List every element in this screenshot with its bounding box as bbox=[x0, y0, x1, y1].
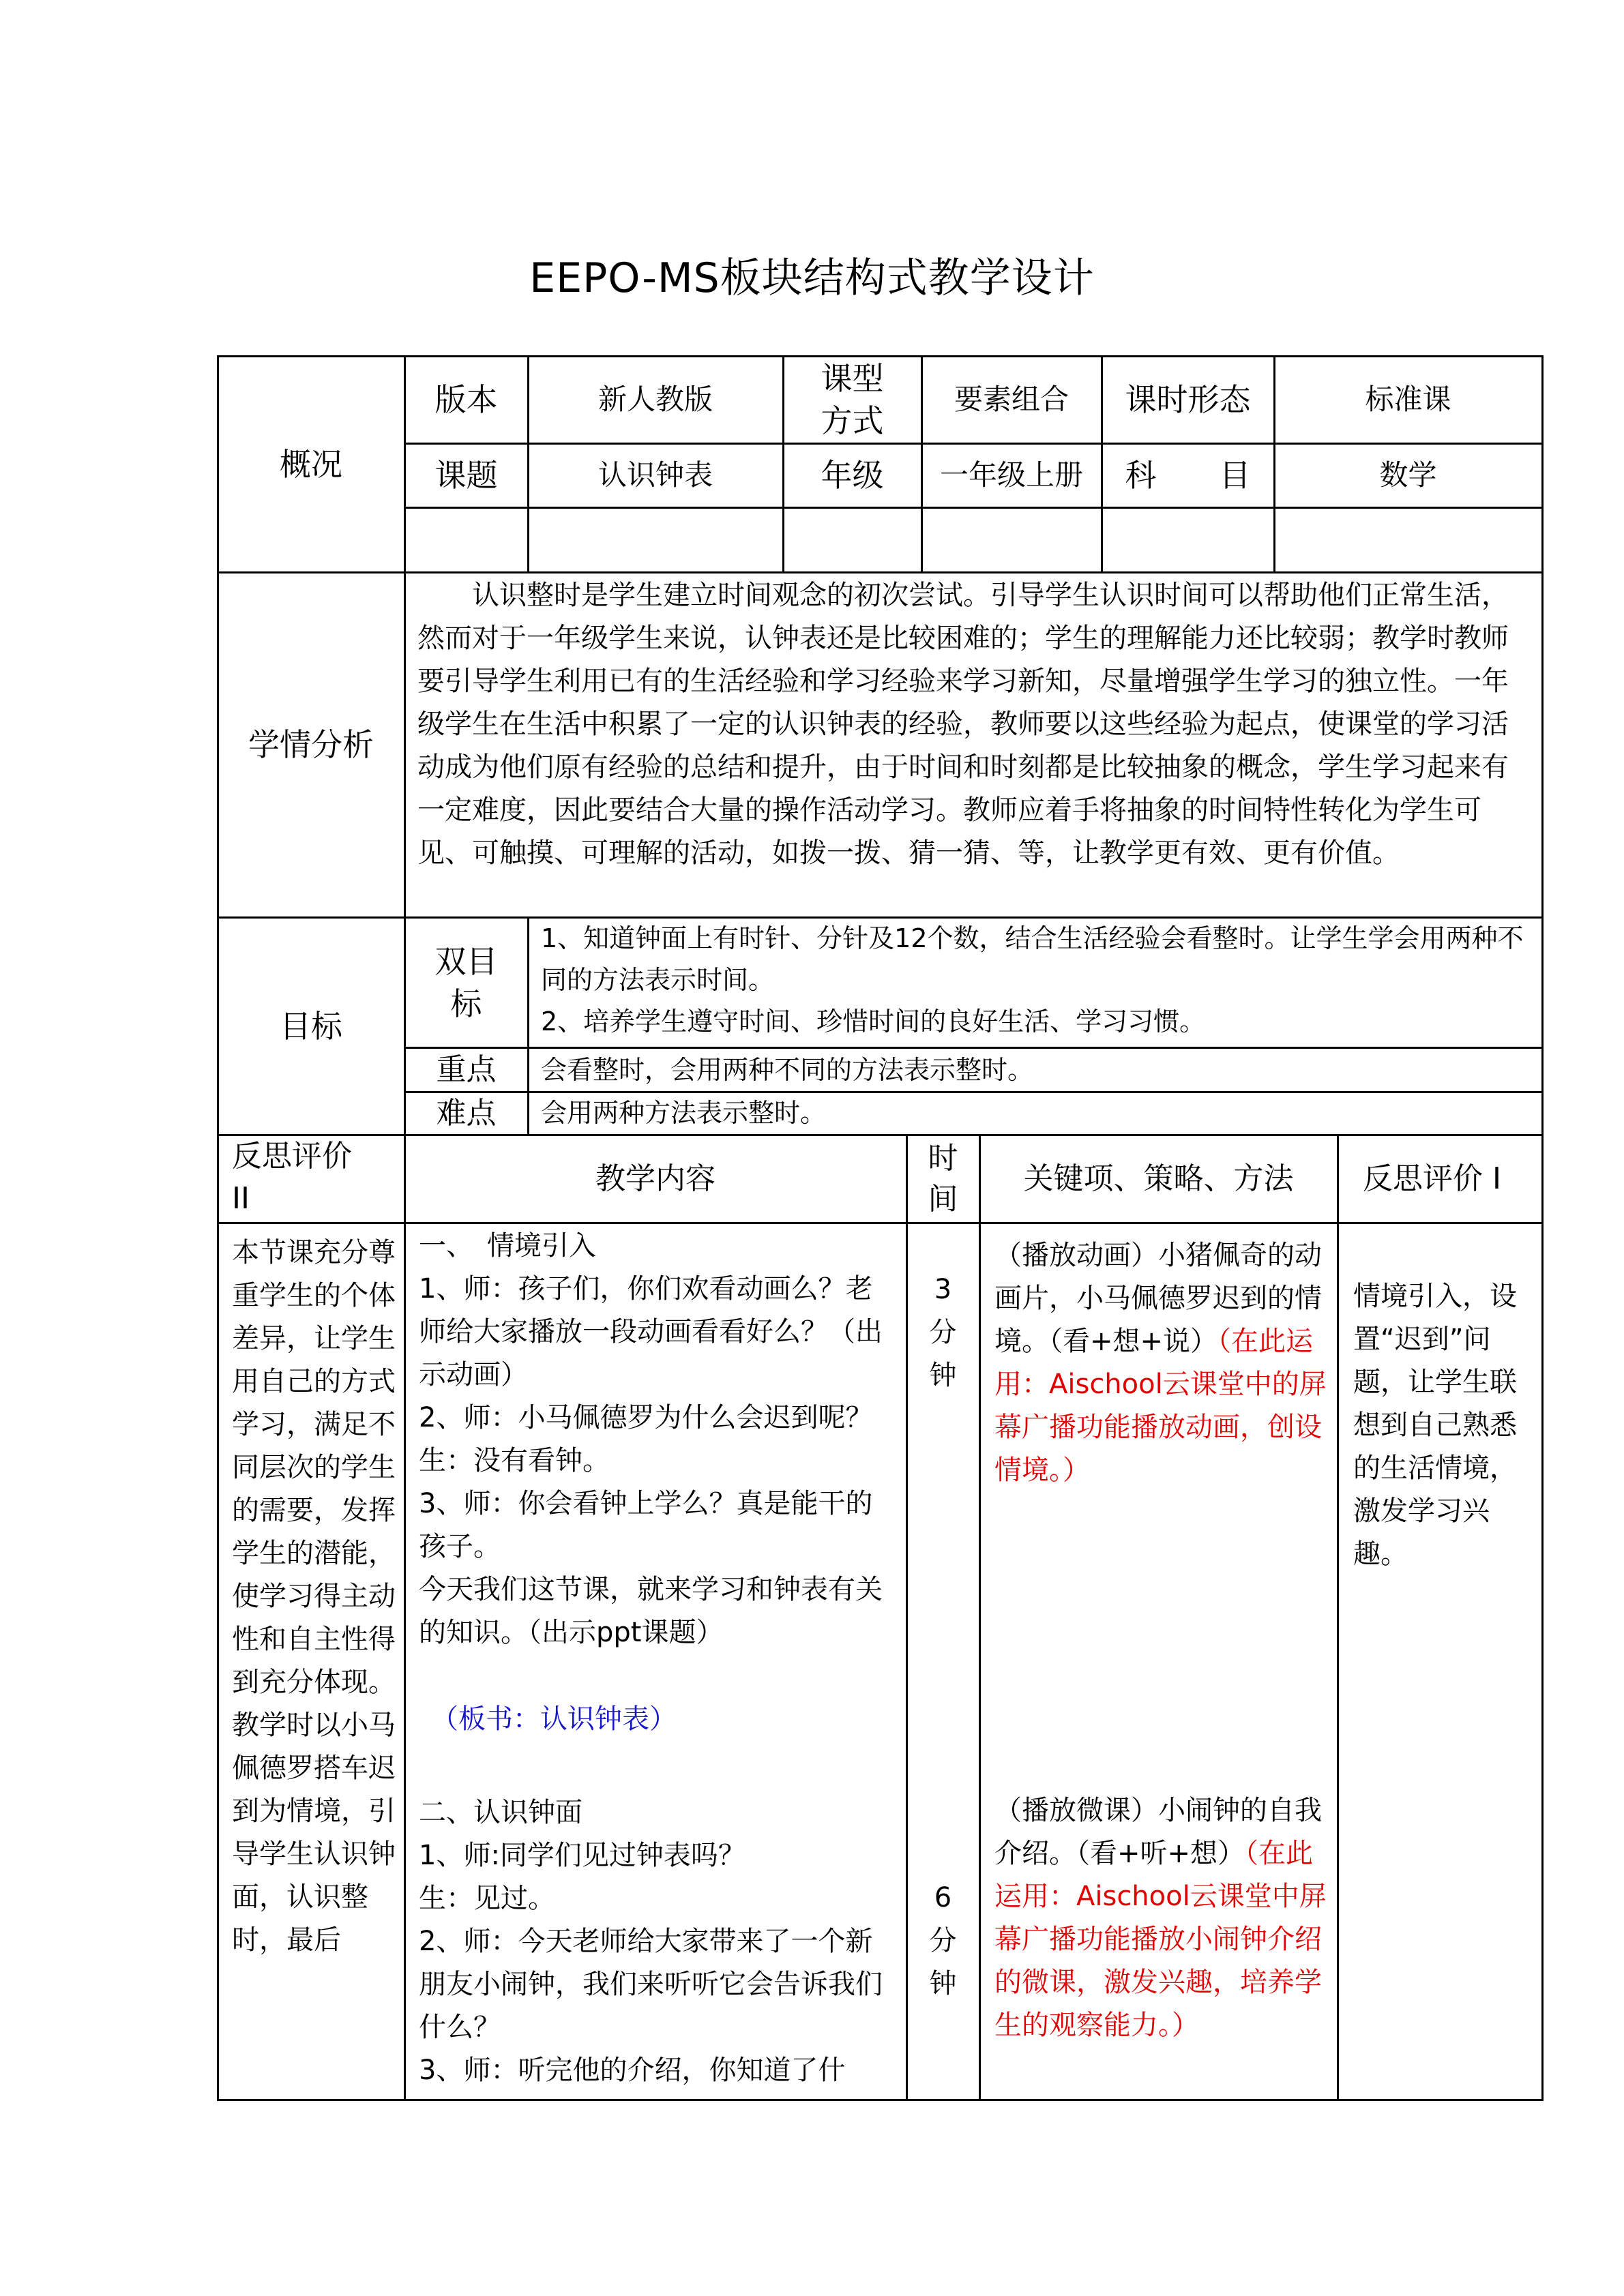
strategy-2-tech-note: （在此运用：Aischool云课堂中屏幕广播功能播放小闹钟介绍的微课，激发兴趣，培养学生的观察能力。） bbox=[994, 1838, 1327, 2041]
difficulty-label: 难点 bbox=[436, 1095, 497, 1131]
difficulty-text: 会用两种方法表示整时。 bbox=[541, 1098, 827, 1128]
analysis-label: 学情分析 bbox=[248, 726, 374, 763]
table-rule bbox=[404, 355, 406, 2101]
reflection-i-text: 情境引入，设置“迟到”问题，让学生联想到自己熟悉的生活情境，激发学习兴趣。 bbox=[1353, 1281, 1517, 1570]
edition-value: 新人教版 bbox=[597, 383, 713, 416]
key-point-text: 会看整时，会用两种不同的方法表示整时。 bbox=[541, 1055, 1034, 1085]
goals-label: 目标 bbox=[280, 1007, 342, 1045]
dual-goals-text: 1、知道钟面上有时针、分针及12个数，结合生活经验会看整时。让学生学会用两种不同的方法表示时间。 2、培养学生遵守时间、珍惜时间的良好生活、学习习惯。 bbox=[541, 923, 1524, 1037]
lesson-type-value: 要素组合 bbox=[954, 383, 1069, 416]
strategy-1-text: （播放动画）小猪佩奇的动画片，小马佩德罗迟到的情境。（看+想+说） bbox=[994, 1240, 1322, 1357]
header-reflect-1: 反思评价 I bbox=[1363, 1161, 1501, 1196]
key-point-label: 重点 bbox=[436, 1052, 497, 1087]
table-rule bbox=[217, 1222, 1544, 1224]
topic-label: 课题 bbox=[434, 457, 498, 494]
edition-label: 版本 bbox=[434, 381, 498, 418]
subject-label: 科 目 bbox=[1125, 457, 1251, 494]
header-reflect-2: 反思评价 II bbox=[232, 1139, 352, 1216]
analysis-text: 认识整时是学生建立时间观念的初次尝试。引导学生认识时间可以帮助他们正常生活，然而对于一年级学生来说，认钟表还是比较困难的；学生的理解能力还比较弱；教学时教师要引导学生利用已有的生活经验和学习经验来学习新知，尽量增强学生学习的独立性。一年级学生在生活中积累了一定的认识钟表的经验，教师要以这些经验为起点，使课堂的学习活动成为他们原有经验的总结和提升，由于时间和时刻都是比较抽象的概念，学生学习起来有一定难度，因此要结合大量的操作活动学习。教师应着手将抽象的时间特性转化为学生可见、可触摸、可理解的活动，如拨一拨、猜一猜、等，让教学更有效、更有价值。 bbox=[417, 580, 1509, 869]
content-clock-face: 二、认识钟面 1、师:同学们见过钟表吗？ 生：见过。 2、师：今天老师给大家带来了一个新朋友小闹钟，我们来听听它会告诉我们什么？ 3、师：听完他的介绍，你知道了什 bbox=[419, 1797, 883, 2086]
strategy-2-text: （播放微课）小闹钟的自我介绍。（看+听+想） bbox=[994, 1795, 1322, 1869]
table-rule bbox=[217, 571, 1544, 573]
header-strategy: 关键项、策略、方法 bbox=[1023, 1161, 1294, 1196]
table-rule bbox=[1337, 1134, 1339, 2101]
table-rule bbox=[404, 1047, 1544, 1049]
dual-goals-label: 双目 标 bbox=[434, 942, 498, 1022]
lesson-type-label: 课型 方式 bbox=[821, 360, 884, 439]
strategy-1-tech-note: （在此运用：Aischool云课堂中的屏幕广播功能播放动画，创设情境。） bbox=[994, 1326, 1327, 1486]
header-content: 教学内容 bbox=[595, 1161, 715, 1196]
table-rule bbox=[404, 507, 1544, 509]
topic-value: 认识钟表 bbox=[597, 458, 713, 492]
strategy-2 bbox=[994, 1789, 1329, 2047]
table-rule bbox=[1541, 355, 1544, 2101]
grade-value: 一年级上册 bbox=[939, 458, 1083, 492]
subject-value: 数学 bbox=[1379, 458, 1437, 492]
table-rule bbox=[217, 2099, 1544, 2101]
table-rule bbox=[979, 1134, 981, 2101]
page-title: EEPO-MS板块结构式教学设计 bbox=[529, 254, 1095, 302]
header-time: 时 间 bbox=[928, 1140, 958, 1217]
table-rule bbox=[527, 916, 529, 1135]
time-part-1: 3 分 钟 bbox=[929, 1274, 957, 1391]
lesson-form-value: 标准课 bbox=[1365, 383, 1451, 416]
time-part-2: 6 分 钟 bbox=[929, 1882, 957, 1999]
lesson-form-label: 课时形态 bbox=[1125, 381, 1251, 418]
grade-label: 年级 bbox=[821, 457, 884, 494]
content-situation: 一、 情境引入 1、师：孩子们，你们欢看动画么？老师给大家播放一段动画看看好么？（出示动画） 2、师：小马佩德罗为什么会迟到呢？ 生：没有看钟。 3、师：你会看钟上学么？真是能干的孩子。 今天我们这节课，就来学习和钟表有关的知识。（出示ppt课题） bbox=[419, 1230, 883, 1648]
reflection-ii-text: 本节课充分尊重学生的个体差异，让学生用自己的方式学习，满足不同层次的学生的需要，发挥学生的潜能，使学习得主动性和自主性得到充分体现。教学时以小马佩德罗搭车迟到为情境，引导学生认识钟面，认识整时，最后 bbox=[232, 1237, 396, 1956]
strategy-1 bbox=[994, 1234, 1329, 1492]
board-note: （板书：认识钟表） bbox=[431, 1703, 677, 1735]
overview-label: 概况 bbox=[280, 446, 342, 483]
